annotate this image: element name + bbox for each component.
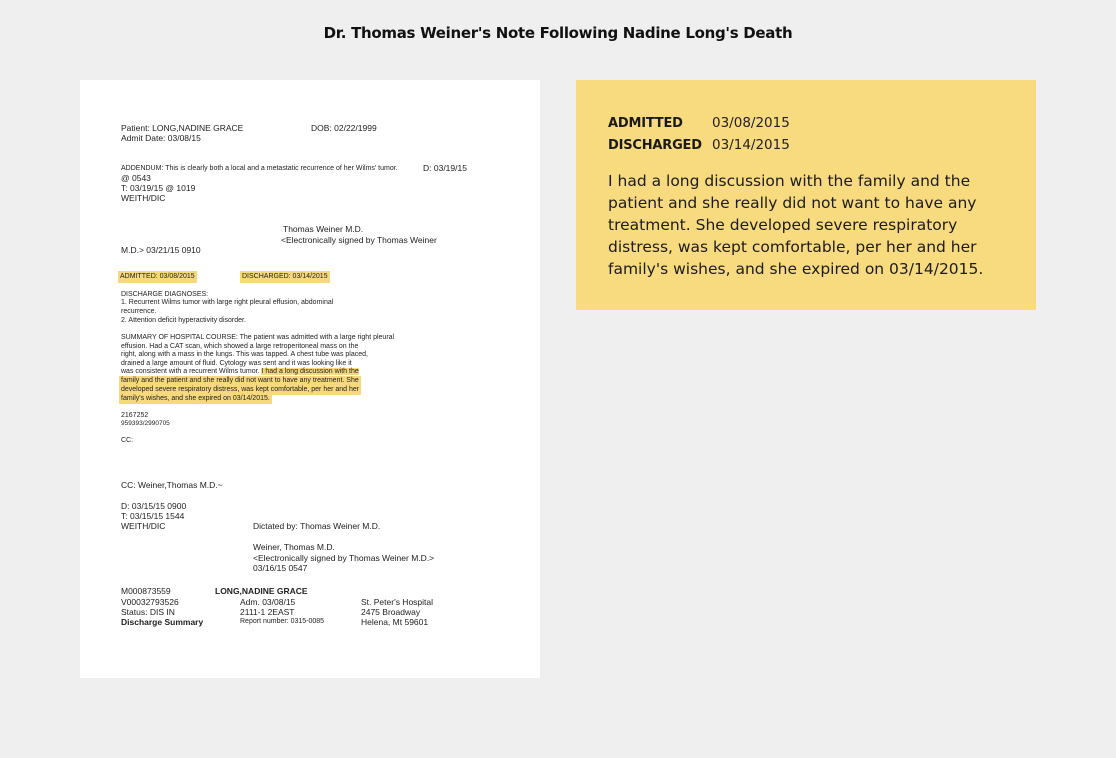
summary-line: effusion. Had a CAT scan, which showed a large retroperitoneal mass on the (121, 343, 359, 350)
summary-highlight: family's wishes, and she expired on 03/14/2015. (121, 395, 270, 402)
initials: WEITH/DIC (121, 521, 166, 531)
footer-patient-name: LONG,NADINE GRACE (215, 586, 308, 596)
discharged-label: DISCHARGED (608, 137, 702, 153)
discharged-row (608, 134, 1004, 156)
dictated-by: Dictated by: Thomas Weiner M.D. (253, 521, 381, 531)
electronic-signature: <Electronically signed by Thomas Weiner (281, 235, 437, 245)
admitted-highlight: ADMITTED: 03/08/2015 (118, 271, 197, 283)
admitted-label: ADMITTED (608, 115, 683, 131)
diagnosis-2: 2. Attention deficit hyperactivity disorder. (121, 317, 246, 324)
summary-highlight: family and the patient and she really did not want to have any treatment. She (121, 377, 359, 384)
signature-name: Thomas Weiner M.D. (283, 224, 364, 234)
discharged-value: 03/14/2015 (712, 137, 790, 153)
footer-visit: V00032793526 (121, 597, 179, 607)
addendum-time: @ 0543 (121, 173, 151, 183)
addendum-line: ADDENDUM: This is clearly both a local and a metastatic recurrence of her Wilms' tumor. (121, 165, 398, 172)
footer-status: Status: DIS IN (121, 607, 175, 617)
code-line: 959393/2990705 (121, 420, 170, 427)
dictation-date: D: 03/15/15 0900 (121, 501, 187, 511)
summary-text: was consistent with a recurrent Wilms tumor. (121, 368, 260, 375)
footer-admission: Adm. 03/08/15 (240, 597, 296, 607)
dob-line: DOB: 02/22/1999 (311, 123, 377, 133)
cc-recipient: CC: Weiner,Thomas M.D.~ (121, 480, 223, 490)
discharge-summary-document (80, 80, 540, 678)
footer-hospital: St. Peter's Hospital (361, 597, 434, 607)
summary-line: SUMMARY OF HOSPITAL COURSE: The patient was admitted with a large right pleural (121, 334, 395, 341)
discharged-highlight: DISCHARGED: 03/14/2015 (240, 271, 330, 283)
summary-line: drained a large amount of fluid. Cytology was sent and it was looking like it (121, 360, 352, 367)
addendum-initials: WEITH/DIC (121, 193, 166, 203)
signature-name: Weiner, Thomas M.D. (253, 542, 335, 552)
signature-date: 03/16/15 0547 (253, 563, 308, 573)
footer-report-number: Report number: 0315-0085 (240, 618, 325, 625)
footer-address: 2475 Broadway (361, 607, 421, 617)
transcription-date: T: 03/15/15 1544 (121, 511, 185, 521)
summary-highlight: I had a long discussion with the (261, 368, 359, 375)
footer-doc-type: Discharge Summary (121, 617, 204, 627)
diagnoses-header: DISCHARGE DIAGNOSES: (121, 291, 209, 298)
excerpt-text: I had a long discussion with the family and the patient and she really did not want to have any treatment. She developed severe respiratory distress, was kept comfortable, per her and her family's wishes, and she expired on 03/14/2015. (608, 172, 984, 278)
excerpt-callout (576, 80, 1036, 310)
signature-date: M.D.> 03/21/15 0910 (121, 245, 201, 255)
addendum-transcribed: T: 03/19/15 @ 1019 (121, 183, 196, 193)
footer-address: Helena, Mt 59601 (361, 617, 429, 627)
addendum-dictated: D: 03/19/15 (423, 163, 467, 173)
summary-highlight: developed severe respiratory distress, was kept comfortable, per her and her (121, 386, 360, 393)
cc-line: CC: (121, 437, 134, 444)
admitted-value: 03/08/2015 (712, 115, 790, 131)
patient-line: Patient: LONG,NADINE GRACE (121, 123, 244, 133)
footer-mrn: M000873559 (121, 586, 171, 596)
page-title: Dr. Thomas Weiner's Note Following Nadine Long's Death (323, 24, 793, 42)
footer-room: 2111-1 2EAST (240, 607, 295, 617)
admitted-row (608, 112, 1004, 134)
electronic-signature: <Electronically signed by Thomas Weiner M.D.> (253, 553, 435, 563)
summary-line: right, along with a mass in the lungs. This was tapped. A chest tube was placed, (121, 351, 368, 358)
admit-date-line: Admit Date: 03/08/15 (121, 133, 201, 143)
code-line: 2167252 (121, 412, 149, 419)
diagnosis-1-cont: recurrence. (121, 308, 157, 315)
diagnosis-1: 1. Recurrent Wilms tumor with large right pleural effusion, abdominal (121, 299, 334, 306)
